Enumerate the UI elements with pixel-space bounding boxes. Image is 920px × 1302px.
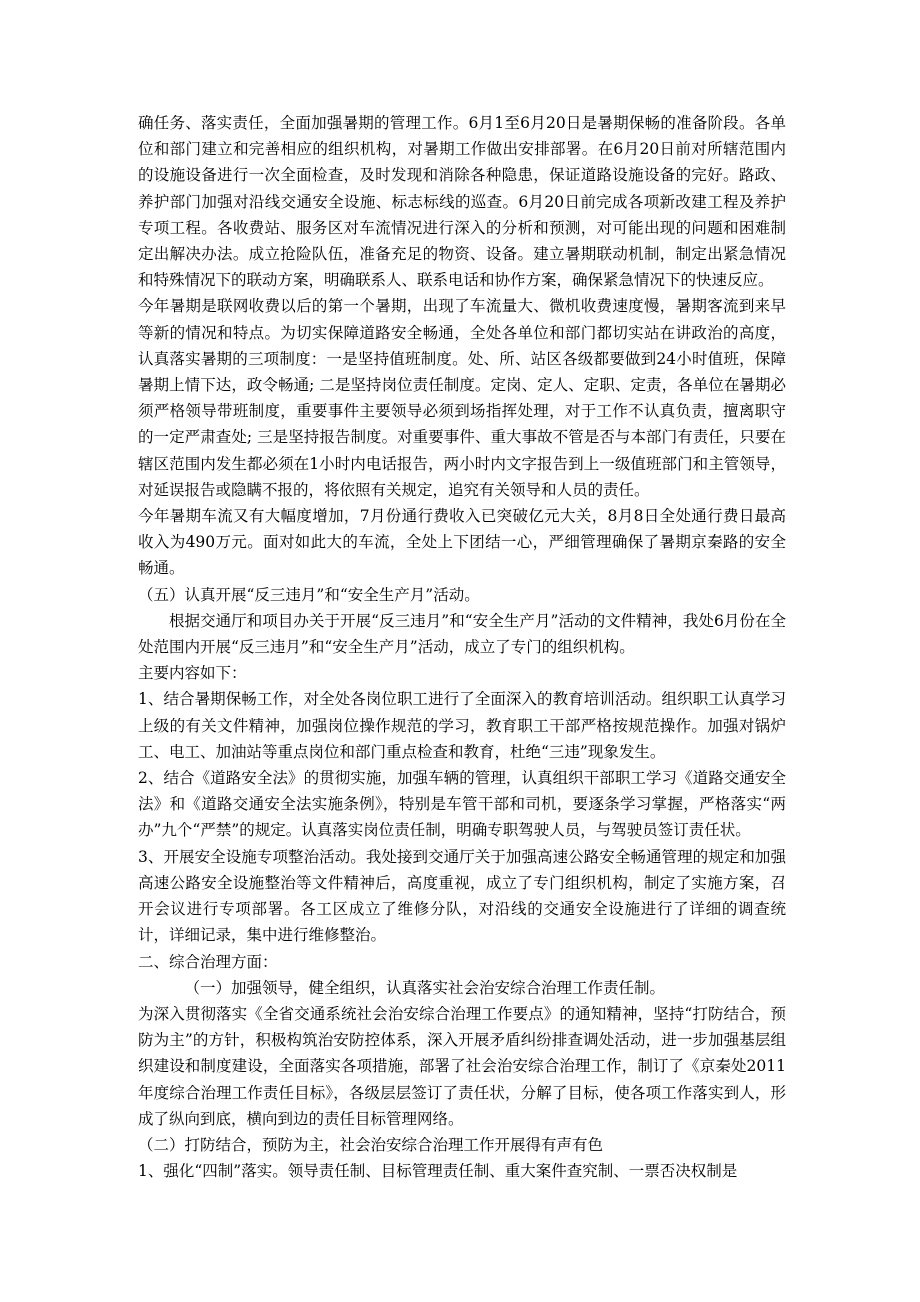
paragraph-summer-systems: 今年暑期是联网收费以后的第一个暑期，出现了车流量大、微机收费速度慢，暑期客流到来早等新的情况和特点。为切实保障道路安全畅通，全处各单位和部门都切实站在讲政治的高度，认真落实暑期的三项制度：一是坚持值班制度。处、所、站区各级都要做到24小时值班，保障暑期上情下达，政令畅通; 二是坚持岗位责任制度。定岗、定人、定职、定责，各单位在暑期必须严格领导带班制度，重要事件主要领导必须到场指挥处理，对于工作不认真负责，擅离职守的一定严肃查处; 三是坚持报告制度。对重要事件、重大事故不管是否与本部门有责任，只要在辖区范围内发生都必须在1小时内电话报告，两小时内文字报告到上一级值班部门和主管领导，对延误报告或隐瞒不报的，将依照有关规定，追究有关领导和人员的责任。 [138,297,786,499]
list-item-four-systems: 1、强化“四制”落实。领导责任制、目标管理责任制、重大案件查究制、一票否决权制是 [138,1162,738,1181]
subsection-heading-2: （二）打防结合，预防为主，社会治安综合治理工作开展得有声有色 [138,1135,604,1154]
paragraph-implementation: 为深入贯彻落实《全省交通系统社会治安综合治理工作要点》的通知精神，坚持“打防结合，预防为主”的方针，积极构筑治安防控体系，深入开展矛盾纠纷排查调处活动，进一步加强基层组织建设和制度建设，全面落实各项措施，部署了社会治安综合治理工作，制订了《京秦处2011年度综合治理工作责任目标》，各级层层签订了责任状，分解了目标，使各项工作落实到人，形成了纵向到底，横向到边的责任目标管理网络。 [138,1004,786,1128]
list-item-2: 2、结合《道路安全法》的贯彻实施，加强车辆的管理，认真组织干部职工学习《道路交通安全法》和《道路交通安全法实施条例》，特别是车管干部和司机，要逐条学习掌握，严格落实“两办”九个“严禁”的规定。认真落实岗位责任制，明确专职驾驶人员，与驾驶员签订责任状。 [138,769,786,840]
section-heading-comprehensive: 二、综合治理方面： [138,952,278,971]
list-item-3: 3、开展安全设施专项整治活动。我处接到交通厅关于加强高速公路安全畅通管理的规定和加强高速公路安全设施整治等文件精神后，高度重视，成立了专门组织机构，制定了实施方案，召开会议进行专项部署。各工区成立了维修分队，对沿线的交通安全设施进行了详细的调查统计，详细记录，集中进行维修整治。 [138,847,786,945]
paragraph-summer-prep: 确任务、落实责任，全面加强暑期的管理工作。6月1至6月20日是暑期保畅的准备阶段。各单位和部门建立和完善相应的组织机构，对暑期工作做出安排部署。在6月20日前对所辖范围内的设施设备进行一次全面检查，及时发现和消除各种隐患，保证道路设施设备的完好。路政、养护部门加强对沿线交通安全设施、标志标线的巡查。6月20日前完成各项新改建工程及养护专项工程。各收费站、服务区对车流情况进行深入的分析和预测，对可能出现的问题和困难制定出解决办法。成立抢险队伍，准备充足的物资、设备。建立暑期联动机制，制定出紧急情况和特殊情况下的联动方案，明确联系人、联系电话和协作方案，确保紧急情况下的快速反应。 [138,114,786,290]
paragraph-traffic-growth: 今年暑期车流又有大幅度增加，7月份通行费收入已突破亿元大关，8月8日全处通行费日最高收入为490万元。面对如此大的车流，全处上下团结一心，严细管理确保了暑期京秦路的安全畅通。 [138,507,786,578]
list-item-1: 1、结合暑期保畅工作，对全处各岗位职工进行了全面深入的教育培训活动。组织职工认真学习上级的有关文件精神，加强岗位操作规范的学习，教育职工干部严格按规范操作。加强对锅炉工、电工、加油站等重点岗位和部门重点检查和教育，杜绝“三违”现象发生。 [138,690,786,761]
paragraph-safety-month: 根据交通厅和项目办关于开展“反三违月”和“安全生产月”活动的文件精神，我处6月份在全处范围内开展“反三违月”和“安全生产月”活动，成立了专门的组织机构。 [138,611,786,657]
subsection-heading-1: （一）加强领导，健全组织，认真落实社会治安综合治理工作责任制。 [184,978,666,997]
document-body [138,110,786,1184]
section-heading-5: （五）认真开展“反三违月”和“安全生产月”活动。 [138,585,480,604]
paragraph-main-content: 主要内容如下： [138,664,247,683]
